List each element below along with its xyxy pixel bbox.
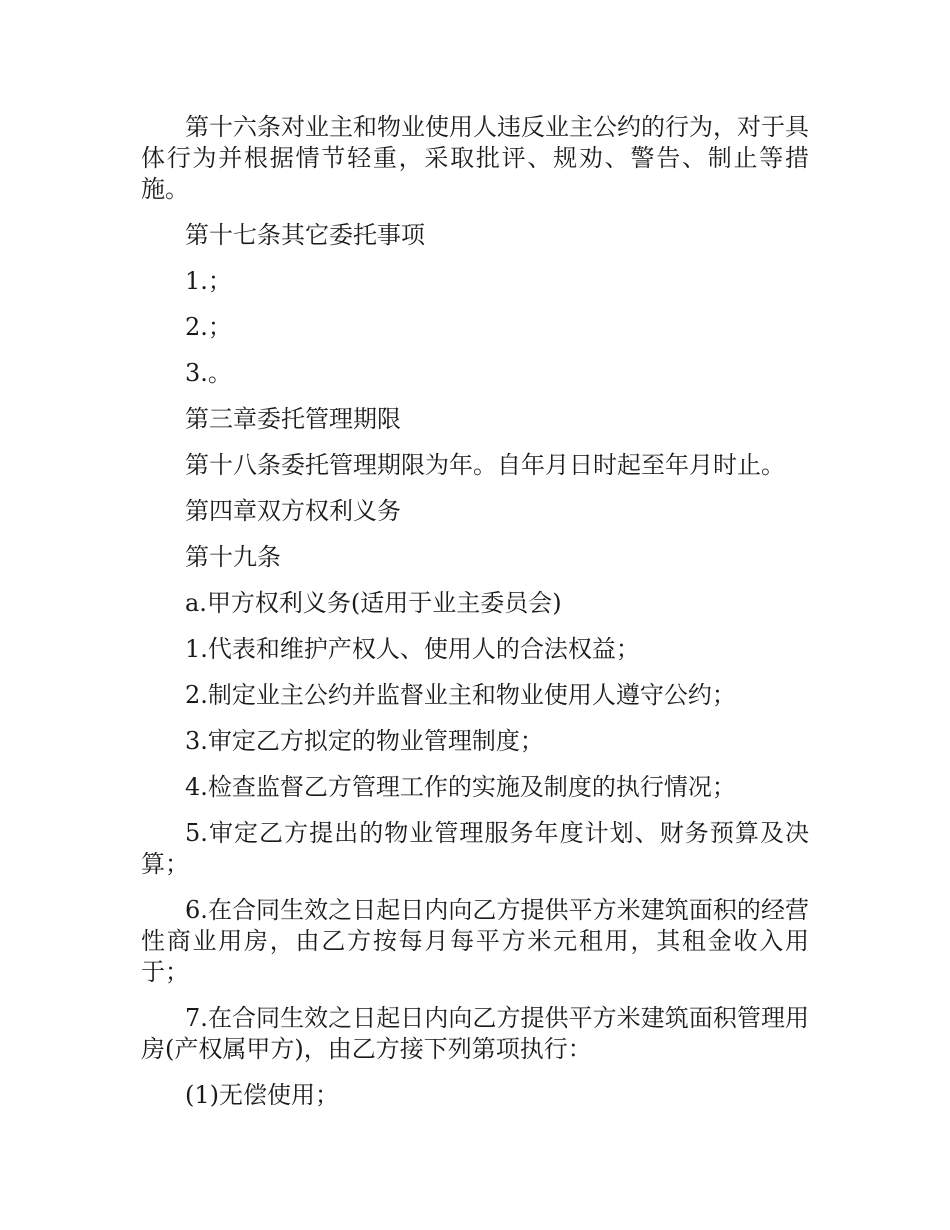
sub-item-1: (1)无偿使用； bbox=[185, 1081, 339, 1109]
paragraph-article-18: 第十八条委托管理期限为年。自年月日时起至年月时止。 bbox=[185, 451, 785, 479]
paragraph-article-17: 第十七条其它委托事项 bbox=[185, 221, 425, 249]
list-item-2: 2.； bbox=[185, 313, 232, 341]
paragraph-article-16: 第十六条对业主和物业使用人违反业主公约的行为，对于具体行为并根据情节轻重，采取批评、规劝、警告、制止等措施。 bbox=[141, 113, 809, 203]
obligation-item-3: 3.审定乙方拟定的物业管理制度； bbox=[185, 727, 544, 755]
obligation-item-6: 6.在合同生效之日起日内向乙方提供平方米建筑面积的经营性商业用房，由乙方按每月每平方米元租用，其租金收入用于； bbox=[141, 896, 809, 986]
obligation-item-7: 7.在合同生效之日起日内向乙方提供平方米建筑面积管理用房(产权属甲方)，由乙方接下列第项执行： bbox=[141, 1004, 809, 1063]
obligation-item-2: 2.制定业主公约并监督业主和物业使用人遵守公约； bbox=[185, 681, 736, 709]
obligation-item-1: 1.代表和维护产权人、使用人的合法权益； bbox=[185, 635, 640, 663]
paragraph-article-19: 第十九条 bbox=[185, 543, 281, 571]
document-body bbox=[141, 112, 809, 1126]
chapter-4-heading: 第四章双方权利义务 bbox=[185, 497, 401, 525]
list-item-1: 1.； bbox=[185, 267, 232, 295]
obligation-item-5: 5.审定乙方提出的物业管理服务年度计划、财务预算及决算； bbox=[141, 819, 809, 878]
section-a-heading: a.甲方权利义务(适用于业主委员会) bbox=[185, 589, 562, 617]
list-item-3: 3.。 bbox=[185, 359, 232, 387]
chapter-3-heading: 第三章委托管理期限 bbox=[185, 405, 401, 433]
obligation-item-4: 4.检查监督乙方管理工作的实施及制度的执行情况； bbox=[185, 773, 736, 801]
